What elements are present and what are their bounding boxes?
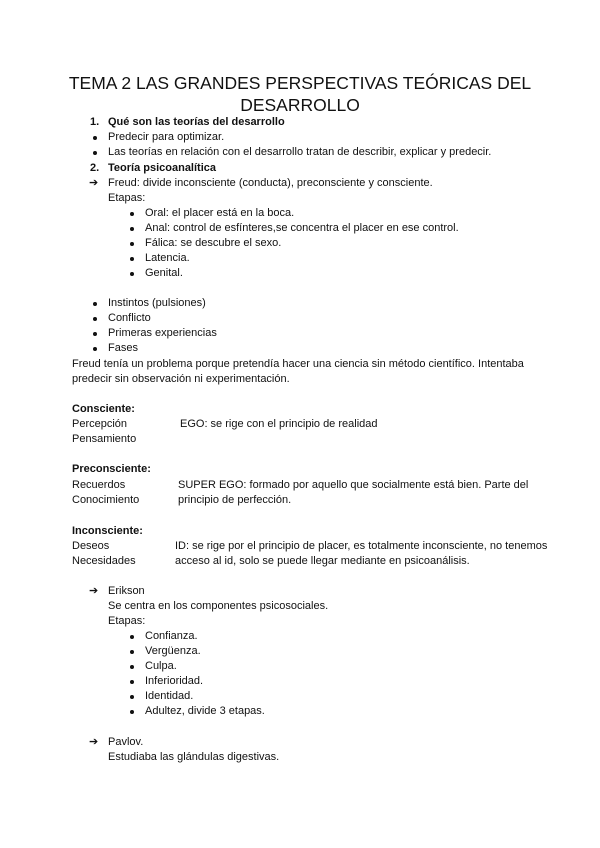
list-item: Las teorías en relación con el desarrollo tratan de describir, explicar y predecir. (108, 146, 492, 158)
bullet-icon (130, 212, 134, 216)
preconsciente-heading: Preconsciente: (72, 463, 151, 475)
bullet-icon (130, 695, 134, 699)
section-1-number: 1. (90, 116, 100, 128)
bullet-icon (130, 650, 134, 654)
superego-description: SUPER EGO: formado por aquello que socialmente está bien. Parte del (178, 479, 529, 491)
bullet-icon (130, 665, 134, 669)
list-item: Confianza. (145, 630, 198, 642)
pavlov-name: Pavlov. (108, 736, 144, 748)
bullet-icon (93, 332, 97, 336)
inconsciente-item: Necesidades (72, 555, 136, 567)
consciente-heading: Consciente: (72, 403, 135, 415)
arrow-right-icon: ➔ (89, 585, 99, 597)
bullet-icon (130, 710, 134, 714)
superego-description: principio de perfección. (178, 494, 292, 506)
paragraph-line: Freud tenía un problema porque pretendía hacer una ciencia sin método científico. Intentaba (72, 358, 524, 370)
list-item: Predecir para optimizar. (108, 131, 225, 143)
preconsciente-item: Recuerdos (72, 479, 126, 491)
paragraph-line: predecir sin observación ni experimentación. (72, 373, 290, 385)
list-item: Culpa. (145, 660, 177, 672)
bullet-icon (93, 151, 97, 155)
list-item: Anal: control de esfínteres,se concentra el placer en ese control. (145, 222, 459, 234)
consciente-item: Percepción (72, 418, 128, 430)
bullet-icon (130, 227, 134, 231)
erikson-description: Se centra en los componentes psicosociales. (108, 600, 329, 612)
bullet-icon (130, 242, 134, 246)
freud-text: Freud: divide inconsciente (conducta), preconsciente y consciente. (108, 177, 433, 189)
id-description: acceso al id, solo se puede llegar mediante en psicoanálisis. (175, 555, 470, 567)
list-item: Identidad. (145, 690, 194, 702)
page-title: TEMA 2 LAS GRANDES PERSPECTIVAS TEÓRICAS DEL DESARROLLO (68, 73, 532, 115)
bullet-icon (93, 136, 97, 140)
arrow-right-icon: ➔ (89, 736, 99, 748)
arrow-right-icon: ➔ (89, 177, 99, 189)
bullet-icon (93, 302, 97, 306)
list-item: Inferioridad. (145, 675, 204, 687)
list-item: Fálica: se descubre el sexo. (145, 237, 282, 249)
list-item: Instintos (pulsiones) (108, 297, 206, 309)
inconsciente-item: Deseos (72, 540, 110, 552)
list-item: Vergüenza. (145, 645, 201, 657)
preconsciente-item: Conocimiento (72, 494, 140, 506)
ego-description: EGO: se rige con el principio de realidad (180, 418, 378, 430)
section-2-heading: Teoría psicoanalítica (108, 162, 217, 174)
bullet-icon (93, 317, 97, 321)
bullet-icon (93, 347, 97, 351)
id-description: ID: se rige por el principio de placer, es totalmente inconsciente, no tenemos (175, 540, 548, 552)
freud-etapas-label: Etapas: (108, 192, 146, 204)
list-item: Genital. (145, 267, 183, 279)
bullet-icon (130, 257, 134, 261)
list-item: Latencia. (145, 252, 190, 264)
consciente-item: Pensamiento (72, 433, 137, 445)
bullet-icon (130, 680, 134, 684)
bullet-icon (130, 272, 134, 276)
list-item: Conflicto (108, 312, 151, 324)
list-item: Adultez, divide 3 etapas. (145, 705, 265, 717)
list-item: Primeras experiencias (108, 327, 217, 339)
erikson-name: Erikson (108, 585, 145, 597)
inconsciente-heading: Inconsciente: (72, 525, 143, 537)
list-item: Oral: el placer está en la boca. (145, 207, 295, 219)
erikson-etapas-label: Etapas: (108, 615, 146, 627)
bullet-icon (130, 635, 134, 639)
pavlov-description: Estudiaba las glándulas digestivas. (108, 751, 280, 763)
section-2-number: 2. (90, 162, 100, 174)
list-item: Fases (108, 342, 138, 354)
section-1-heading: Qué son las teorías del desarrollo (108, 116, 285, 128)
